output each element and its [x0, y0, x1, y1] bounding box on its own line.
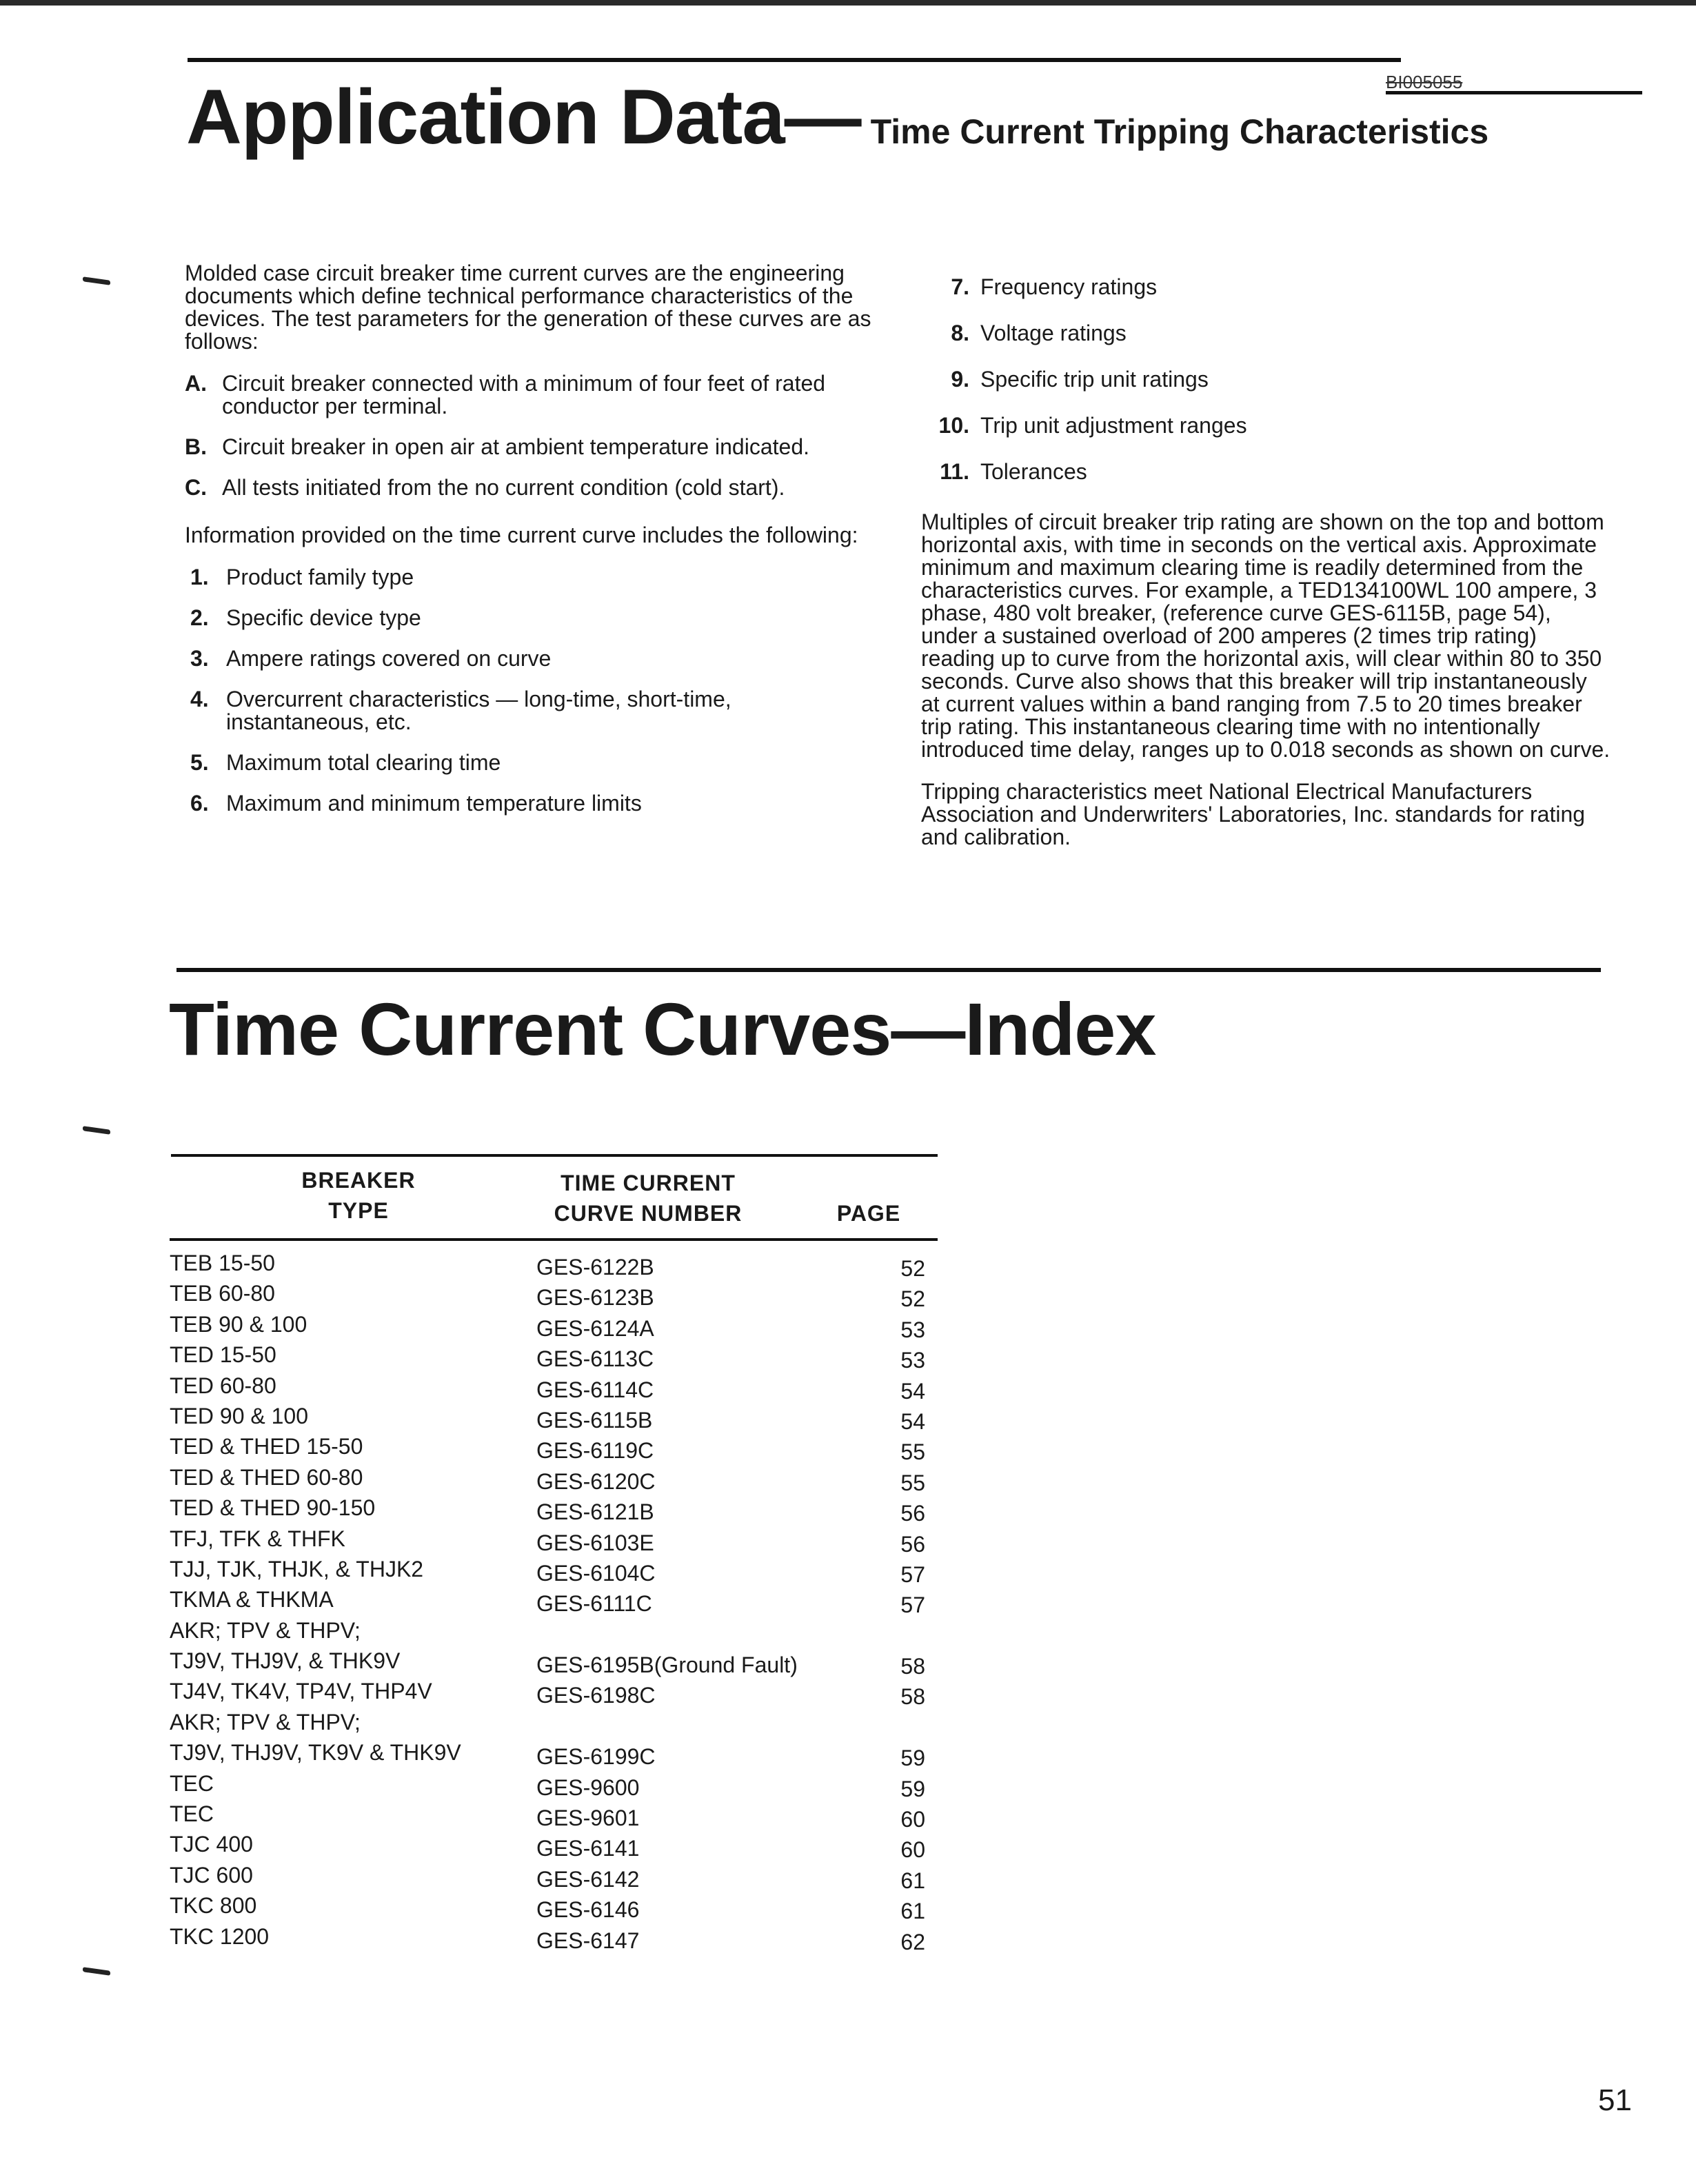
curve-number: GES-6199C: [536, 1744, 656, 1770]
list-item: [190, 647, 874, 670]
curve-info-list-left: [185, 566, 874, 815]
list-text: Circuit breaker in open air at ambient temperature indicated.: [222, 434, 809, 459]
page-ref: 53: [900, 1317, 925, 1342]
table-row: [159, 1676, 938, 1710]
page-ref: 58: [900, 1684, 925, 1710]
table-row: [159, 1921, 938, 1952]
col-curve-line2: CURVE NUMBER: [554, 1201, 743, 1226]
test-conditions-list: [185, 372, 874, 499]
list-item: [190, 792, 874, 815]
table-row: [159, 1799, 938, 1832]
list-marker: 6.: [190, 791, 209, 816]
page-ref: 57: [900, 1561, 925, 1587]
curve-info-list-right: [921, 276, 1611, 483]
breaker-type: TED & THED 90-150: [170, 1495, 376, 1521]
page-title-text: Application Data—: [186, 74, 861, 160]
breaker-type: TED 15-50: [170, 1342, 276, 1368]
list-text: Tolerances: [980, 459, 1087, 484]
page-ref: 53: [900, 1348, 925, 1373]
list-item: [921, 414, 1611, 437]
list-item: [190, 607, 874, 629]
page-ref: 52: [900, 1256, 925, 1281]
curve-number: GES-6121B: [536, 1499, 654, 1525]
page-ref: 57: [900, 1593, 925, 1618]
table-row: [159, 1278, 938, 1312]
table-row: [159, 1401, 938, 1434]
list-marker: A.: [185, 371, 207, 396]
table-row: [159, 1737, 938, 1771]
breaker-type: TED & THED 15-50: [170, 1434, 363, 1459]
page-ref: 59: [900, 1776, 925, 1801]
list-text: Ampere ratings covered on curve: [226, 646, 552, 671]
col-breaker-line2: TYPE: [328, 1198, 389, 1223]
curve-number: GES-6111C: [536, 1591, 652, 1617]
curve-number: GES-6198C: [536, 1683, 656, 1708]
list-marker: 11.: [940, 459, 969, 484]
curve-number: GES-6195B(Ground Fault): [536, 1652, 798, 1678]
page-subtitle: Time Current Tripping Characteristics: [870, 112, 1489, 151]
table-row: [159, 1584, 938, 1618]
curve-number: GES-9600: [536, 1775, 640, 1800]
list-marker: 7.: [951, 274, 969, 299]
table-row: [159, 1309, 938, 1342]
list-marker: 1.: [190, 565, 209, 589]
table-row: [159, 1829, 938, 1863]
breaker-type: TJ9V, THJ9V, & THK9V: [170, 1648, 401, 1674]
intro-paragraph: Molded case circuit breaker time current curves are the engineering documents which define technical performance characteristics of the devices. The test parameters for the generation of these curves are as follows:: [185, 261, 871, 354]
list-marker: 10.: [938, 413, 969, 438]
margin-mark: [83, 1967, 110, 1976]
table-row: [159, 1615, 938, 1646]
page-ref: 59: [900, 1746, 925, 1771]
breaker-type: TEB 60-80: [170, 1281, 275, 1306]
index-title: Time Current Curves—Index: [169, 987, 1156, 1071]
table-body: [159, 1248, 938, 1952]
info-paragraph: Information provided on the time current curve includes the following:: [185, 523, 858, 547]
curve-index-table: [159, 1154, 938, 1952]
list-marker: B.: [185, 434, 207, 459]
curve-number: GES-6114C: [536, 1377, 654, 1402]
col-curve-line1: TIME CURRENT: [561, 1171, 736, 1195]
page-ref: 62: [900, 1929, 925, 1954]
list-marker: 8.: [951, 321, 969, 345]
list-marker: 4.: [190, 687, 209, 711]
curve-number: GES-6103E: [536, 1530, 654, 1555]
page-ref: 54: [900, 1378, 925, 1404]
list-text: Product family type: [226, 565, 414, 589]
list-item: [190, 688, 874, 734]
col-page-label: PAGE: [836, 1201, 901, 1226]
page-ref: 54: [900, 1408, 925, 1434]
curve-number: GES-6122B: [536, 1255, 654, 1280]
list-item: [190, 751, 874, 774]
breaker-type: TED & THED 60-80: [170, 1464, 363, 1490]
margin-mark: [83, 276, 110, 285]
curve-number: GES-6113C: [536, 1346, 654, 1372]
table-header-rule: [170, 1238, 938, 1241]
page-ref: 52: [900, 1286, 925, 1312]
breaker-type: TEB 90 & 100: [170, 1311, 307, 1337]
left-column: [185, 262, 874, 833]
document-id: BI005055: [1386, 72, 1463, 92]
breaker-type: TJ4V, TK4V, TP4V, THP4V: [170, 1679, 432, 1704]
table-row: [159, 1860, 938, 1893]
curve-number: GES-6147: [536, 1928, 640, 1953]
curve-number: GES-6141: [536, 1836, 640, 1861]
breaker-type: TJ9V, THJ9V, TK9V & THK9V: [170, 1740, 461, 1766]
table-row: [159, 1768, 938, 1799]
table-row: [159, 1371, 938, 1404]
page-ref: 55: [900, 1439, 925, 1465]
scan-edge: [0, 0, 1696, 6]
page-title: [186, 72, 1488, 161]
list-text: Maximum total clearing time: [226, 750, 501, 775]
table-row: [159, 1248, 938, 1281]
col-breaker-line1: BREAKER: [301, 1168, 416, 1193]
curve-number: GES-6115B: [536, 1407, 653, 1433]
breaker-type: TEC: [170, 1770, 214, 1796]
page-ref: 56: [900, 1531, 925, 1557]
table-header: [159, 1154, 938, 1238]
list-item: [921, 322, 1611, 345]
list-text: All tests initiated from the no current condition (cold start).: [222, 475, 785, 500]
breaker-type: TEB 15-50: [170, 1251, 275, 1275]
table-row: [159, 1339, 938, 1373]
breaker-type: TFJ, TFK & THFK: [170, 1526, 345, 1551]
table-row: [159, 1890, 938, 1924]
curve-number: GES-6104C: [536, 1560, 656, 1586]
multiples-paragraph: Multiples of circuit breaker trip rating are shown on the top and bottom horizontal axis, with time in seconds on the vertical axis. Approximate minimum and maximum clearing time is readily determined from the characteristics curves. For example, a TED134100WL 100 ampere, 3 phase, 480 volt breaker, (reference curve GES-6115B, page 54), under a sustained overload of 200 amperes (2 times trip rating) reading up to curve from the horizontal axis, will clear within 80 to 350 seconds. Curve also shows that this breaker will trip instantaneously at current values within a band ranging from 7.5 to 20 times breaker trip rating. This instantaneous clearing time with no intentionally introduced time delay, ranges up to 0.018 seconds as shown on curve.: [921, 509, 1611, 762]
breaker-type: TKC 1200: [170, 1923, 270, 1949]
curve-number: GES-6123B: [536, 1285, 654, 1311]
standards-paragraph: Tripping characteristics meet National Electrical Manufacturers Association and Underwriters' Laboratories, Inc. standards for rating and calibration.: [921, 779, 1586, 849]
list-marker: 3.: [190, 646, 209, 671]
table-row: [159, 1554, 938, 1587]
page-ref: 60: [900, 1807, 925, 1832]
list-item: [185, 436, 874, 458]
right-column: [921, 276, 1611, 868]
page-ref: 61: [900, 1899, 925, 1924]
list-item: [185, 372, 874, 418]
breaker-type: TKC 800: [170, 1893, 257, 1919]
list-text: Trip unit adjustment ranges: [980, 413, 1247, 438]
breaker-type: TKMA & THKMA: [170, 1587, 334, 1612]
list-marker: C.: [185, 475, 207, 500]
list-item: [190, 566, 874, 589]
page-ref: 56: [900, 1501, 925, 1526]
table-row: [159, 1646, 938, 1679]
page-ref: 60: [900, 1837, 925, 1863]
breaker-type: TJJ, TJK, THJK, & THJK2: [170, 1556, 424, 1581]
breaker-type: AKR; TPV & THPV;: [170, 1709, 361, 1735]
table-row: [159, 1524, 938, 1557]
list-text: Circuit breaker connected with a minimum of four feet of rated conductor per terminal.: [222, 371, 826, 418]
list-item: [921, 461, 1611, 483]
col-curve-number: [545, 1168, 751, 1228]
breaker-type: TED 60-80: [170, 1373, 276, 1398]
table-row: [159, 1707, 938, 1737]
list-text: Voltage ratings: [980, 321, 1127, 345]
list-item: [185, 476, 874, 499]
breaker-type: TJC 600: [170, 1862, 253, 1888]
page-ref: 55: [900, 1470, 925, 1495]
curve-number: GES-6146: [536, 1897, 640, 1923]
list-text: Frequency ratings: [980, 274, 1158, 299]
curve-number: GES-6124A: [536, 1315, 654, 1341]
margin-mark: [83, 1126, 110, 1135]
curve-number: GES-6142: [536, 1866, 640, 1892]
header-rule: [188, 58, 1401, 62]
list-text: Specific trip unit ratings: [980, 367, 1209, 392]
curve-number: GES-6119C: [536, 1438, 654, 1464]
breaker-type: TJC 400: [170, 1832, 253, 1857]
list-text: Specific device type: [226, 605, 421, 630]
list-text: Overcurrent characteristics — long-time, short-time, instantaneous, etc.: [226, 687, 731, 734]
list-marker: 2.: [190, 605, 209, 630]
list-item: [921, 368, 1611, 391]
curve-number: GES-9601: [536, 1806, 640, 1831]
breaker-type: TEC: [170, 1801, 214, 1827]
index-rule: [176, 968, 1601, 972]
table-row: [159, 1493, 938, 1526]
col-breaker-type: [262, 1165, 455, 1226]
list-text: Maximum and minimum temperature limits: [226, 791, 642, 816]
list-item: [921, 276, 1611, 299]
col-page: [820, 1198, 917, 1228]
list-marker: 9.: [951, 367, 969, 392]
page-ref: 58: [900, 1654, 925, 1679]
list-marker: 5.: [190, 750, 209, 775]
curve-number: GES-6120C: [536, 1468, 656, 1494]
table-row: [159, 1431, 938, 1465]
page-ref: 61: [900, 1868, 925, 1893]
table-row: [159, 1462, 938, 1493]
page-number: 51: [1598, 2083, 1632, 2117]
breaker-type: AKR; TPV & THPV;: [170, 1617, 361, 1643]
breaker-type: TED 90 & 100: [170, 1403, 308, 1428]
